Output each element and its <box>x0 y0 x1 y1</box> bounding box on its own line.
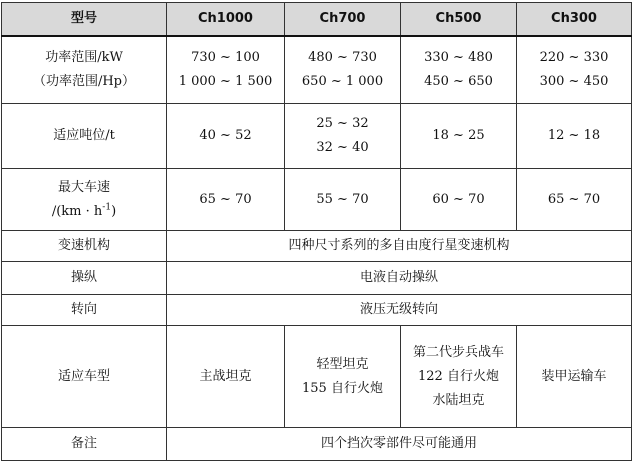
remarks-row <box>2 428 632 461</box>
power-label-cell <box>2 36 167 104</box>
power-cell-ch300 <box>517 36 632 104</box>
remarks-label: 备注 <box>2 428 167 461</box>
transmission-label: 变速机构 <box>2 231 167 262</box>
vehicle-type-label: 适应车型 <box>2 326 167 428</box>
header-model-ch700: Ch700 <box>285 3 401 36</box>
vehicle-type-cell-ch300 <box>517 326 632 428</box>
max-speed-label: 最大车速 <box>57 179 110 195</box>
power-label-kw: 功率范围/kW <box>45 49 123 65</box>
max-speed-cell-ch1000: 65 ~ 70 <box>167 169 285 231</box>
transmission-spec-table <box>1 2 632 461</box>
tonnage-row <box>2 104 632 169</box>
steering-row <box>2 295 632 326</box>
power-cell-ch700 <box>285 36 401 104</box>
power-kw-value: 480 ~ 730 <box>308 49 377 65</box>
tonnage-cell-ch300 <box>517 104 632 169</box>
power-cell-ch500 <box>401 36 517 104</box>
control-value: 电液自动操纵 <box>167 262 632 295</box>
vehicle-type-value: 第二代步兵战车 <box>412 344 504 360</box>
max-speed-unit <box>6 200 162 224</box>
tonnage-value: 32 ~ 40 <box>316 140 369 155</box>
transmission-row <box>2 231 632 262</box>
vehicle-type-value: 装甲运输车 <box>541 368 607 384</box>
vehicle-type-value: 155 自行火炮 <box>302 380 383 396</box>
tonnage-value: 12 ~ 18 <box>547 128 601 143</box>
power-hp-value: 650 ~ 1 000 <box>301 73 384 89</box>
max-speed-cell-ch700: 55 ~ 70 <box>285 169 401 231</box>
transmission-value: 四种尺寸系列的多自由度行星变速机构 <box>167 231 632 262</box>
vehicle-type-value: 主战坦克 <box>199 368 252 384</box>
power-hp-value: 1 000 ~ 1 500 <box>178 73 273 89</box>
vehicle-type-cell-ch1000 <box>167 326 285 428</box>
steering-value: 液压无级转向 <box>167 295 632 326</box>
vehicle-type-value: 122 自行火炮 <box>418 368 499 384</box>
tonnage-cell-ch700 <box>285 104 401 169</box>
header-model-ch300: Ch300 <box>517 3 632 36</box>
max-speed-label-cell <box>2 169 167 231</box>
max-speed-cell-ch500: 60 ~ 70 <box>401 169 517 231</box>
tonnage-value: 18 ~ 25 <box>432 128 485 143</box>
header-row <box>2 3 632 36</box>
vehicle-type-value: 轻型坦克 <box>316 356 369 372</box>
vehicle-type-cell-ch500 <box>401 326 517 428</box>
control-label: 操纵 <box>2 262 167 295</box>
power-label-hp: （功率范围/Hp） <box>32 73 136 89</box>
tonnage-cell-ch500 <box>401 104 517 169</box>
max-speed-unit-prefix: /(km · h <box>51 203 103 219</box>
tonnage-value: 40 ~ 52 <box>199 128 252 143</box>
power-kw-value: 330 ~ 480 <box>424 49 493 65</box>
steering-label: 转向 <box>2 295 167 326</box>
tonnage-cell-ch1000 <box>167 104 285 169</box>
max-speed-cell-ch300: 65 ~ 70 <box>517 169 632 231</box>
power-kw-value: 730 ~ 100 <box>191 49 260 65</box>
max-speed-unit-exponent: -1 <box>102 202 112 213</box>
remarks-value: 四个挡次零部件尽可能通用 <box>167 428 632 461</box>
max-speed-unit-suffix: ) <box>111 203 117 219</box>
vehicle-type-value: 水陆坦克 <box>432 392 485 408</box>
vehicle-type-row <box>2 326 632 428</box>
control-row <box>2 262 632 295</box>
header-model-label: 型号 <box>2 3 167 36</box>
power-hp-value: 300 ~ 450 <box>539 73 609 89</box>
tonnage-label: 适应吨位/t <box>2 104 167 169</box>
max-speed-row <box>2 169 632 231</box>
power-row <box>2 36 632 104</box>
power-cell-ch1000 <box>167 36 285 104</box>
power-hp-value: 450 ~ 650 <box>424 73 493 89</box>
vehicle-type-cell-ch700 <box>285 326 401 428</box>
tonnage-value: 25 ~ 32 <box>316 116 369 131</box>
power-kw-value: 220 ~ 330 <box>539 49 609 65</box>
header-model-ch1000: Ch1000 <box>167 3 285 36</box>
header-model-ch500: Ch500 <box>401 3 517 36</box>
